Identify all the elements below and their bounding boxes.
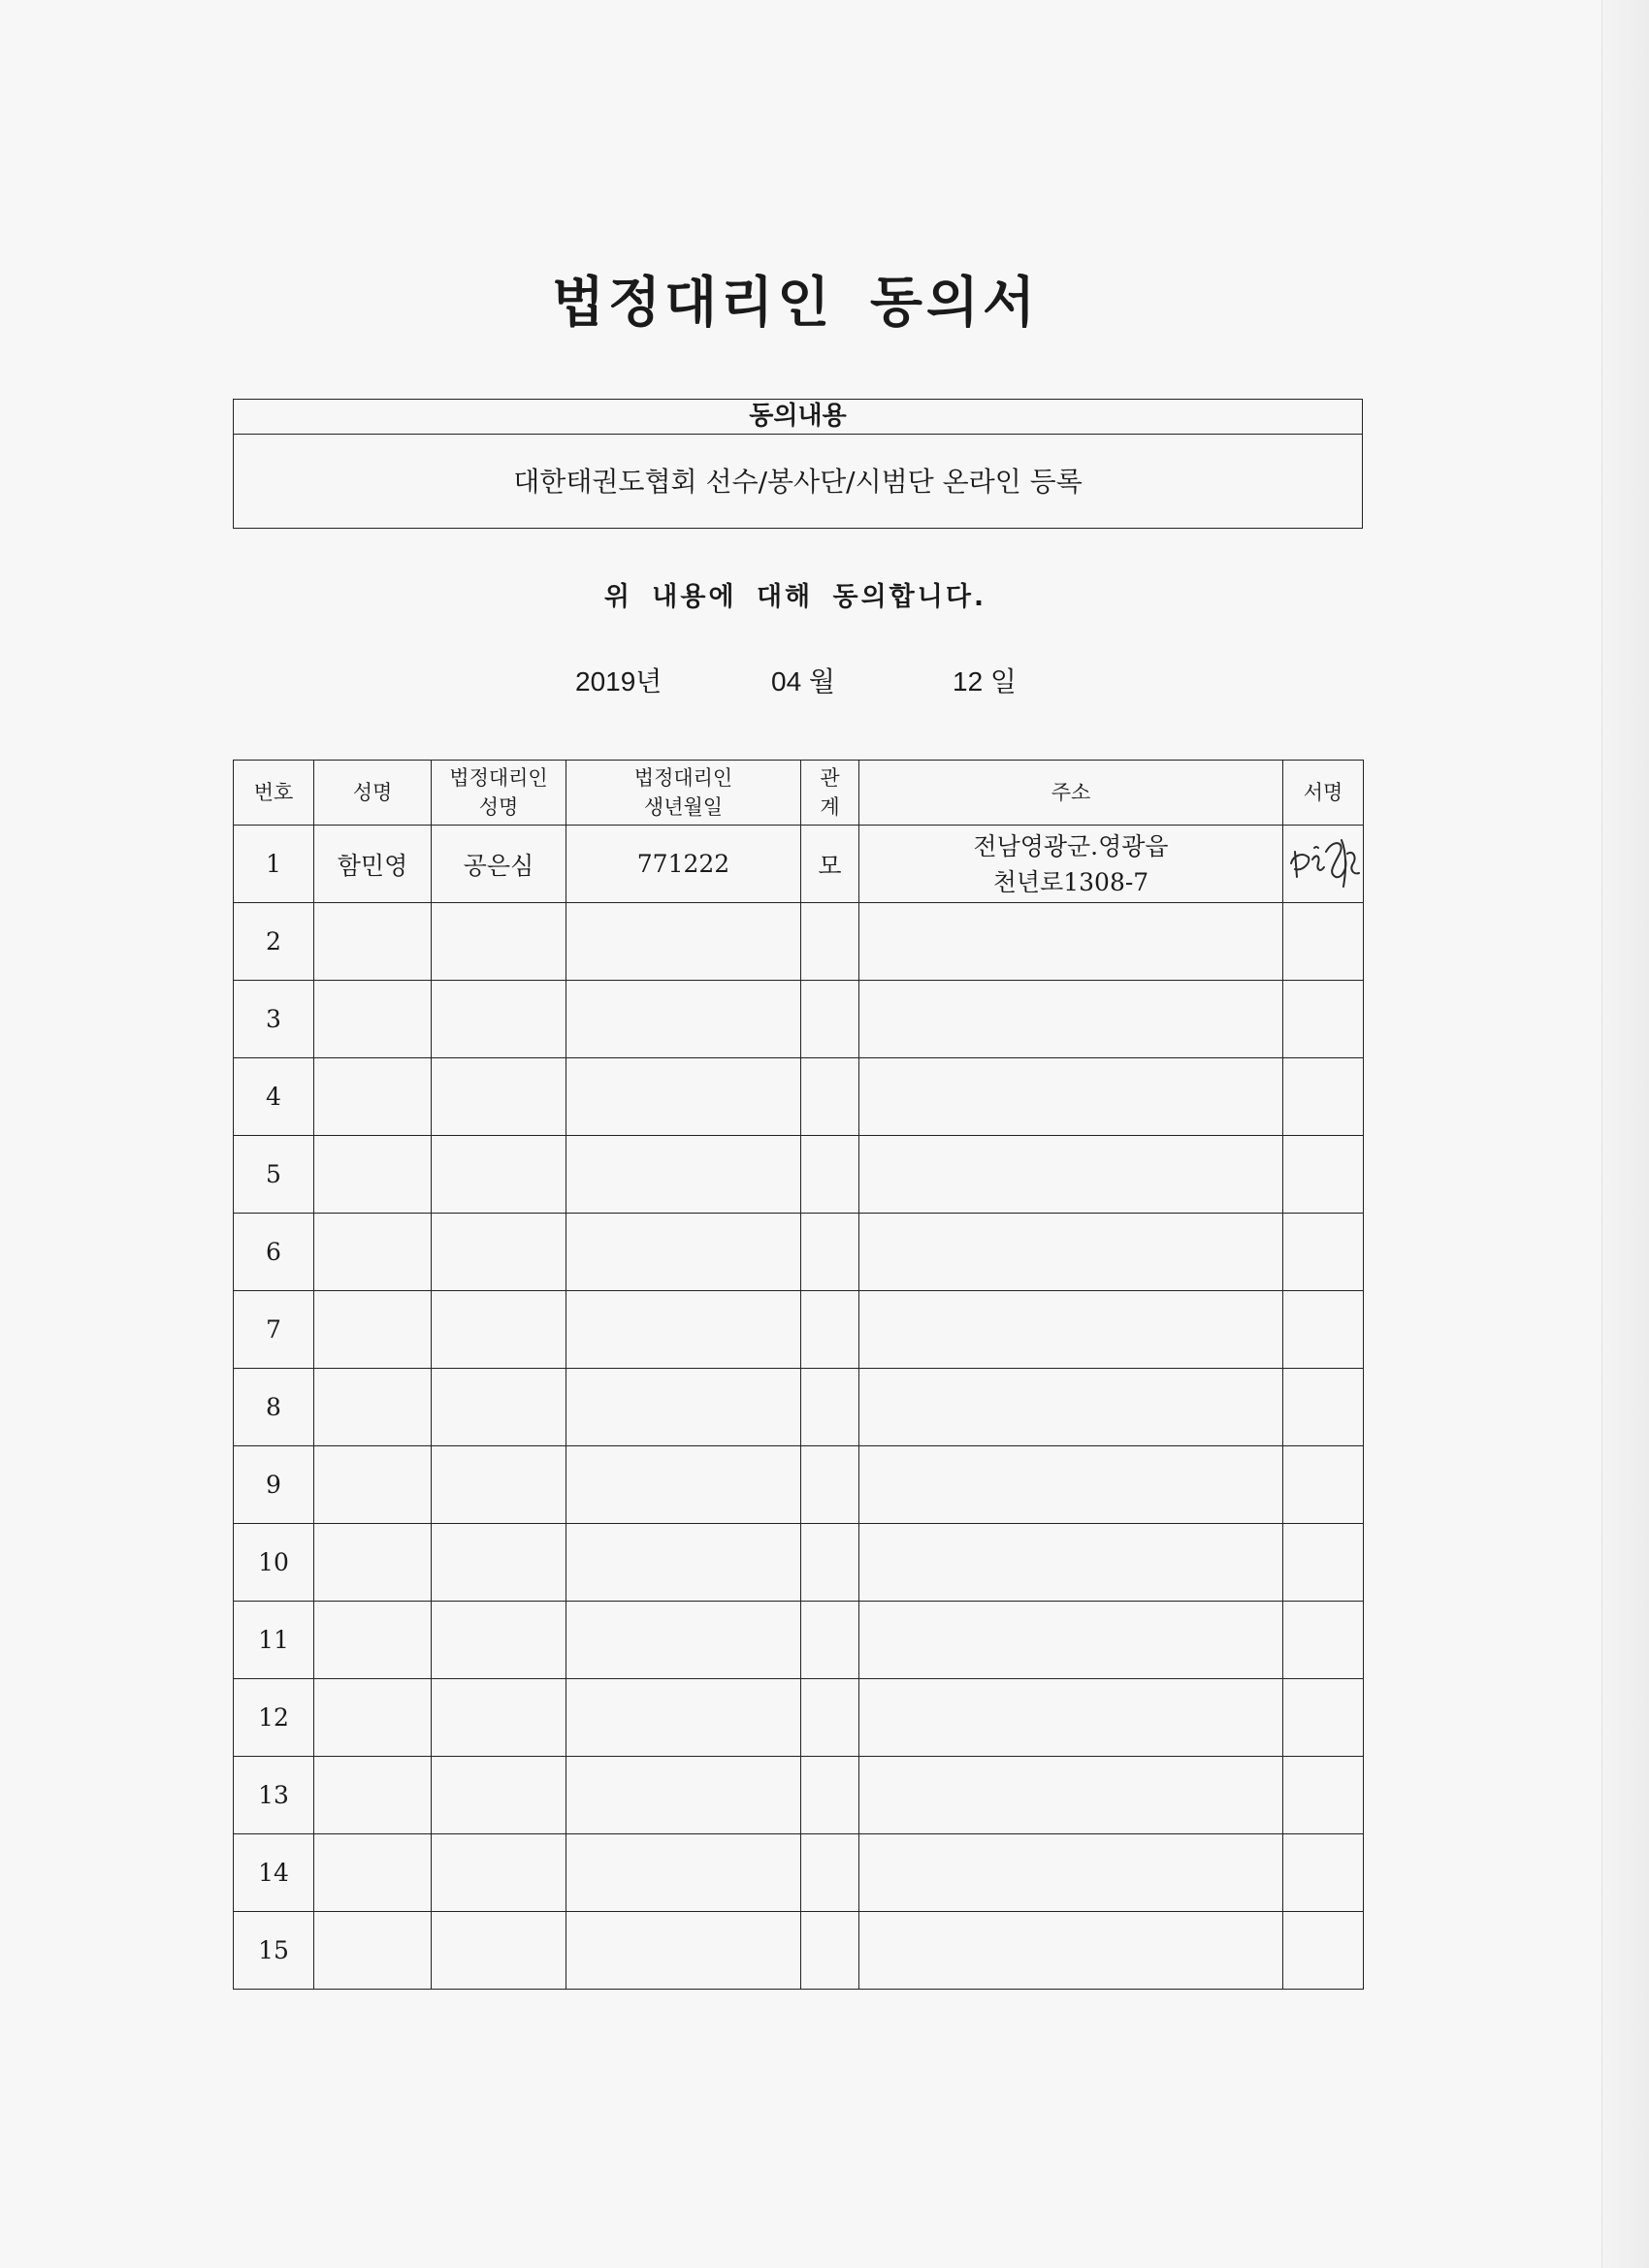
cell-guardian-birthdate [566, 1834, 801, 1912]
cell-guardian-birthdate [566, 1058, 801, 1136]
cell-signature [1283, 1912, 1364, 1990]
table-header-row [234, 761, 1364, 826]
cell-number: 8 [234, 1369, 314, 1446]
cell-guardian-birthdate [566, 981, 801, 1058]
col-header-guardian-name [432, 761, 566, 826]
cell-number: 5 [234, 1136, 314, 1214]
cell-address [859, 1136, 1283, 1214]
table-row [234, 1912, 1364, 1990]
consent-box-content: 대한태권도협회 선수/봉사단/시범단 온라인 등록 [513, 466, 1083, 498]
cell-number: 12 [234, 1679, 314, 1757]
cell-address [859, 903, 1283, 981]
cell-signature [1283, 1446, 1364, 1524]
cell-address [859, 1214, 1283, 1291]
cell-number: 1 [234, 826, 314, 903]
table-row [234, 1446, 1364, 1524]
col-header-signature [1283, 761, 1364, 826]
cell-signature [1283, 826, 1364, 903]
consent-content-box [233, 399, 1363, 529]
table-row [234, 1369, 1364, 1446]
table-body [234, 826, 1364, 1990]
cell-signature [1283, 981, 1364, 1058]
cell-relation [801, 1834, 859, 1912]
signature-stroke [1314, 847, 1318, 848]
col-header-line1: 주소 [1051, 781, 1091, 804]
cell-signature [1283, 903, 1364, 981]
cell-guardian-name [432, 1291, 566, 1369]
signature-stroke [1291, 855, 1309, 869]
cell-relation [801, 981, 859, 1058]
cell-name [314, 1369, 432, 1446]
cell-relation [801, 1602, 859, 1679]
cell-address [859, 1524, 1283, 1602]
cell-name [314, 1912, 432, 1990]
cell-guardian-name [432, 1369, 566, 1446]
cell-guardian-birthdate [566, 1136, 801, 1214]
cell-name [314, 1757, 432, 1834]
table-row [234, 1524, 1364, 1602]
cell-relation [801, 1369, 859, 1446]
col-header-line1: 번호 [253, 781, 294, 804]
cell-guardian-birthdate [566, 1214, 801, 1291]
table-row [234, 1291, 1364, 1369]
col-header-line1: 법정대리인 [633, 766, 733, 790]
cell-relation [801, 1058, 859, 1136]
table-row [234, 1602, 1364, 1679]
col-header-relation [801, 761, 859, 826]
cell-guardian-birthdate [566, 1446, 801, 1524]
cell-address [859, 1834, 1283, 1912]
cell-relation [801, 903, 859, 981]
cell-address [859, 981, 1283, 1058]
cell-name [314, 1524, 432, 1602]
table-row [234, 1136, 1364, 1214]
table-row [234, 1214, 1364, 1291]
cell-address [859, 1757, 1283, 1834]
col-header-line2: 성명 [478, 795, 519, 819]
signature-stroke [1347, 852, 1359, 872]
cell-address [859, 1058, 1283, 1136]
cell-guardian-name [432, 1058, 566, 1136]
cell-signature [1283, 1214, 1364, 1291]
cell-name [314, 1214, 432, 1291]
cell-number: 14 [234, 1834, 314, 1912]
cell-guardian-birthdate [566, 1291, 801, 1369]
document-title: 법정대리인 동의서 [551, 272, 1040, 335]
cell-guardian-birthdate [566, 903, 801, 981]
cell-number: 4 [234, 1058, 314, 1136]
cell-number: 3 [234, 981, 314, 1058]
cell-address [859, 1369, 1283, 1446]
signature-stroke [1342, 840, 1345, 887]
cell-guardian-name [432, 903, 566, 981]
col-header-line2: 계 [820, 795, 840, 819]
cell-number: 10 [234, 1524, 314, 1602]
cell-signature [1283, 1602, 1364, 1679]
cell-address [859, 1291, 1283, 1369]
cell-address [859, 1446, 1283, 1524]
col-header-line1: 서명 [1303, 781, 1343, 804]
cell-number: 2 [234, 903, 314, 981]
cell-guardian-name [432, 1524, 566, 1602]
cell-guardian-birthdate [566, 1912, 801, 1990]
cell-number: 15 [234, 1912, 314, 1990]
cell-relation [801, 1136, 859, 1214]
cell-signature [1283, 1291, 1364, 1369]
col-header-line1: 성명 [352, 781, 393, 804]
cell-relation [801, 1679, 859, 1757]
col-header-address [859, 761, 1283, 826]
cell-name [314, 1679, 432, 1757]
cell-signature [1283, 1524, 1364, 1602]
cell-guardian-name [432, 1757, 566, 1834]
col-header-guardian-birthdate [566, 761, 801, 826]
table-row [234, 1834, 1364, 1912]
cell-address [859, 826, 1283, 903]
cell-number: 6 [234, 1214, 314, 1291]
cell-relation [801, 1214, 859, 1291]
cell-guardian-birthdate [566, 1524, 801, 1602]
signature-stroke [1312, 856, 1324, 869]
cell-relation [801, 1912, 859, 1990]
table-row [234, 1757, 1364, 1834]
cell-signature [1283, 1136, 1364, 1214]
cell-signature [1283, 1058, 1364, 1136]
cell-guardian-name [432, 1912, 566, 1990]
cell-guardian-birthdate: 771222 [566, 826, 801, 903]
signature-stroke [1326, 843, 1345, 877]
col-header-name [314, 761, 432, 826]
cell-guardian-birthdate [566, 1679, 801, 1757]
guardian-roster-table [233, 760, 1364, 1990]
table-row [234, 1058, 1364, 1136]
cell-number: 9 [234, 1446, 314, 1524]
cell-relation [801, 1291, 859, 1369]
consent-box-header: 동의내용 [234, 400, 1362, 435]
cell-relation [801, 1446, 859, 1524]
cell-name: 함민영 [314, 826, 432, 903]
handwritten-signature [1285, 830, 1361, 898]
cell-signature [1283, 1757, 1364, 1834]
cell-name [314, 1602, 432, 1679]
cell-number: 11 [234, 1602, 314, 1679]
cell-guardian-name: 공은심 [432, 826, 566, 903]
cell-address [859, 1912, 1283, 1990]
date-month: 04 월 [771, 666, 835, 697]
cell-guardian-name [432, 1214, 566, 1291]
table-row [234, 981, 1364, 1058]
page-edge-shadow [1601, 0, 1649, 2268]
cell-relation [801, 1524, 859, 1602]
cell-address [859, 1602, 1283, 1679]
cell-guardian-name [432, 981, 566, 1058]
table-row [234, 826, 1364, 903]
cell-signature [1283, 1679, 1364, 1757]
cell-name [314, 981, 432, 1058]
cell-name [314, 1058, 432, 1136]
col-header-line2: 생년월일 [643, 795, 724, 819]
cell-guardian-name [432, 1136, 566, 1214]
date-day: 12 일 [953, 666, 1017, 697]
address-line-1: 전남영광군.영광읍 [973, 831, 1169, 860]
cell-guardian-name [432, 1446, 566, 1524]
date-year: 2019년 [575, 666, 663, 697]
cell-guardian-name [432, 1602, 566, 1679]
cell-number: 7 [234, 1291, 314, 1369]
cell-signature [1283, 1369, 1364, 1446]
col-header-line1: 법정대리인 [449, 766, 548, 790]
cell-relation [801, 1757, 859, 1834]
address-line-2: 천년로1308-7 [992, 867, 1149, 896]
cell-guardian-name [432, 1834, 566, 1912]
agreement-statement: 위 내용에 대해 동의합니다. [603, 582, 987, 612]
cell-relation: 모 [801, 826, 859, 903]
cell-signature [1283, 1834, 1364, 1912]
cell-name [314, 1291, 432, 1369]
cell-name [314, 1136, 432, 1214]
table-row [234, 1679, 1364, 1757]
table-row [234, 903, 1364, 981]
col-header-line1: 관 [820, 766, 840, 790]
cell-name [314, 1834, 432, 1912]
cell-name [314, 903, 432, 981]
cell-guardian-birthdate [566, 1757, 801, 1834]
col-header-number [234, 761, 314, 826]
cell-address [859, 1679, 1283, 1757]
cell-name [314, 1446, 432, 1524]
cell-guardian-birthdate [566, 1602, 801, 1679]
cell-guardian-name [432, 1679, 566, 1757]
cell-number: 13 [234, 1757, 314, 1834]
cell-guardian-birthdate [566, 1369, 801, 1446]
